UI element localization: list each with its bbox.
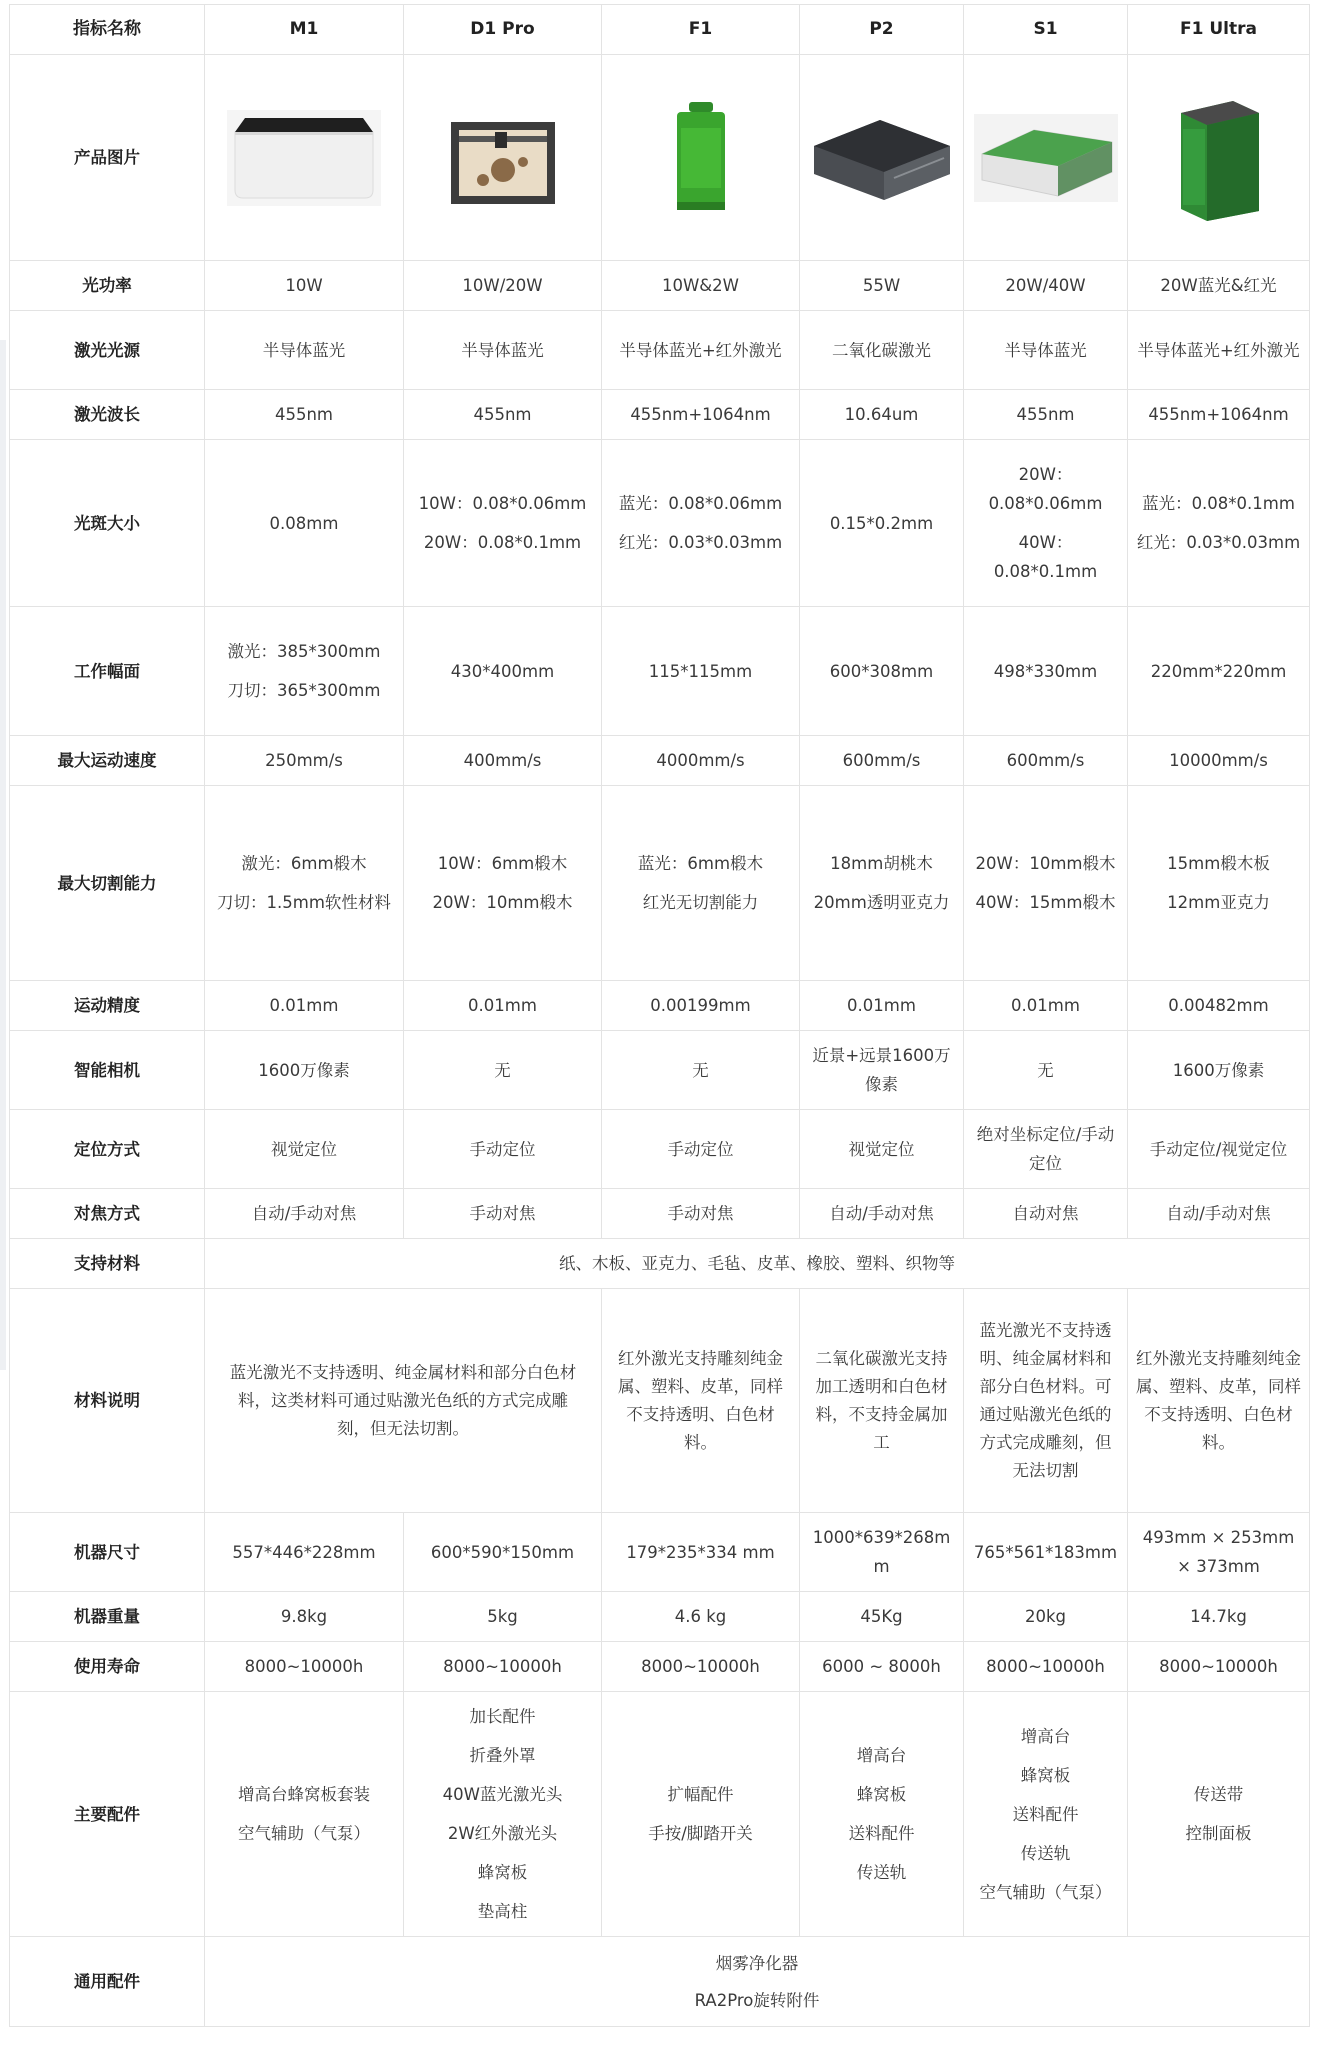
header-f1: F1 <box>602 5 800 55</box>
cell: 4.6 kg <box>602 1592 800 1642</box>
row-life <box>10 1642 1310 1692</box>
p2-product-image <box>810 116 954 200</box>
cell: 600mm/s <box>964 736 1128 786</box>
cell: 179*235*334 mm <box>602 1513 800 1592</box>
image-cell-m1 <box>205 55 404 261</box>
cell: 9.8kg <box>205 1592 404 1642</box>
row-label: 定位方式 <box>10 1110 205 1189</box>
cell <box>205 786 404 981</box>
cell: 手动对焦 <box>602 1189 800 1239</box>
header-d1-pro: D1 Pro <box>404 5 602 55</box>
cell: 0.01mm <box>205 981 404 1031</box>
cell: 二氧化碳激光 <box>800 311 964 390</box>
cell-line: 传送轨 <box>1020 1843 1071 1863</box>
cell-line: 烟雾净化器 <box>715 1953 799 1973</box>
row-label: 激光波长 <box>10 390 205 440</box>
cell-line: 红光：0.03*0.03mm <box>618 533 783 552</box>
cell-line: 红光无切割能力 <box>642 893 759 912</box>
cell: 20W/40W <box>964 261 1128 311</box>
cell: 半导体蓝光 <box>964 311 1128 390</box>
row-camera <box>10 1031 1310 1110</box>
cell-line: 10W：0.08*0.06mm <box>418 494 587 513</box>
row-label: 运动精度 <box>10 981 205 1031</box>
cell <box>964 440 1128 607</box>
row-label: 机器重量 <box>10 1592 205 1642</box>
cell-line: 刀切：365*300mm <box>227 681 381 700</box>
row-speed <box>10 736 1310 786</box>
cell-line: 刀切：1.5mm软性材料 <box>217 893 391 912</box>
cell: 1600万像素 <box>1128 1031 1310 1110</box>
cell: 0.08mm <box>205 440 404 607</box>
cell: 8000~10000h <box>964 1642 1128 1692</box>
cell: 绝对坐标定位/手动定位 <box>964 1110 1128 1189</box>
row-cut <box>10 786 1310 981</box>
row-label: 激光光源 <box>10 311 205 390</box>
cell: 1600万像素 <box>205 1031 404 1110</box>
image-cell-p2 <box>800 55 964 261</box>
cell <box>800 786 964 981</box>
cell: 无 <box>404 1031 602 1110</box>
row-label: 光功率 <box>10 261 205 311</box>
row-label: 材料说明 <box>10 1289 205 1513</box>
page-edge-strip <box>0 340 6 1370</box>
cell: 手动定位 <box>602 1110 800 1189</box>
row-size <box>10 1513 1310 1592</box>
cell-line: 20W：10mm椴木 <box>975 854 1116 873</box>
row-materials <box>10 1239 1310 1289</box>
cell: 8000~10000h <box>404 1642 602 1692</box>
cell-line: 增高台 <box>856 1746 907 1765</box>
cell: 视觉定位 <box>205 1110 404 1189</box>
cell-line: RA2Pro旋转附件 <box>694 1990 820 2010</box>
cell-line: 12mm亚克力 <box>1167 893 1270 912</box>
m1-product-image <box>227 110 381 206</box>
cell-line: 2W红外激光头 <box>447 1824 558 1843</box>
cell <box>602 786 800 981</box>
row-source <box>10 311 1310 390</box>
cell: 半导体蓝光 <box>404 311 602 390</box>
row-precision <box>10 981 1310 1031</box>
cell: 红外激光支持雕刻纯金属、塑料、皮革，同样不支持透明、白色材料。 <box>1128 1289 1310 1513</box>
cell: 自动/手动对焦 <box>1128 1189 1310 1239</box>
cell: 10W/20W <box>404 261 602 311</box>
cell: 0.15*0.2mm <box>800 440 964 607</box>
row-label: 支持材料 <box>10 1239 205 1289</box>
cell: 手动对焦 <box>404 1189 602 1239</box>
cell: 8000~10000h <box>1128 1642 1310 1692</box>
cell: 4000mm/s <box>602 736 800 786</box>
s1-product-image <box>974 114 1118 202</box>
cell <box>602 1692 800 1937</box>
row-focus <box>10 1189 1310 1239</box>
header-row <box>10 5 1310 55</box>
header-f1-ultra: F1 Ultra <box>1128 5 1310 55</box>
cell <box>404 440 602 607</box>
cell: 手动定位/视觉定位 <box>1128 1110 1310 1189</box>
cell: 0.01mm <box>404 981 602 1031</box>
cell <box>1128 786 1310 981</box>
cell: 6000 ~ 8000h <box>800 1642 964 1692</box>
row-label: 通用配件 <box>10 1937 205 2027</box>
cell-line: 18mm胡桃木 <box>830 854 933 873</box>
header-m1: M1 <box>205 5 404 55</box>
image-cell-d1-pro <box>404 55 602 261</box>
cell: 455nm <box>404 390 602 440</box>
cell-line: 蓝光：0.08*0.1mm <box>1142 494 1295 513</box>
image-cell-f1-ultra <box>1128 55 1310 261</box>
spec-comparison-table <box>9 4 1310 2027</box>
cell-line: 20mm透明亚克力 <box>813 893 950 912</box>
row-common <box>10 1937 1310 2027</box>
cell-line: 扩幅配件 <box>667 1785 734 1804</box>
cell: 8000~10000h <box>602 1642 800 1692</box>
cell: 45Kg <box>800 1592 964 1642</box>
cell-line: 增高台 <box>1020 1726 1071 1746</box>
cell-line: 红光：0.03*0.03mm <box>1136 533 1301 552</box>
cell: 115*115mm <box>602 607 800 736</box>
cell: 自动/手动对焦 <box>205 1189 404 1239</box>
row-label: 对焦方式 <box>10 1189 205 1239</box>
cell-line: 40W：15mm椴木 <box>975 893 1116 912</box>
cell <box>404 1692 602 1937</box>
cell: 20kg <box>964 1592 1128 1642</box>
cell-line: 40W蓝光激光头 <box>442 1785 563 1804</box>
cell: 498*330mm <box>964 607 1128 736</box>
cell <box>800 1692 964 1937</box>
row-power <box>10 261 1310 311</box>
cell: 半导体蓝光+红外激光 <box>602 311 800 390</box>
row-label: 主要配件 <box>10 1692 205 1937</box>
cell: 250mm/s <box>205 736 404 786</box>
cell: 455nm <box>205 390 404 440</box>
cell: 0.01mm <box>800 981 964 1031</box>
cell-line: 激光：385*300mm <box>227 642 381 661</box>
cell-line: 10W：6mm椴木 <box>437 854 568 873</box>
cell <box>404 786 602 981</box>
row-accessories <box>10 1692 1310 1937</box>
image-cell-s1 <box>964 55 1128 261</box>
cell-line: 0.08*0.06mm <box>988 494 1103 513</box>
cell: 455nm+1064nm <box>1128 390 1310 440</box>
cell: 自动对焦 <box>964 1189 1128 1239</box>
cell: 557*446*228mm <box>205 1513 404 1592</box>
row-label: 工作幅面 <box>10 607 205 736</box>
header-s1: S1 <box>964 5 1128 55</box>
cell: 55W <box>800 261 964 311</box>
image-row-label: 产品图片 <box>10 55 205 261</box>
cell: 600*308mm <box>800 607 964 736</box>
cell-line: 传送带 <box>1193 1785 1244 1804</box>
cell: 0.00482mm <box>1128 981 1310 1031</box>
row-label: 光斑大小 <box>10 440 205 607</box>
cell-line: 垫高柱 <box>477 1902 528 1921</box>
cell: 1000*639*268mm <box>800 1513 964 1592</box>
cell: 半导体蓝光 <box>205 311 404 390</box>
f1-ultra-product-image <box>1171 93 1267 223</box>
cell <box>964 1692 1128 1937</box>
cell <box>205 1692 404 1937</box>
cell: 红外激光支持雕刻纯金属、塑料、皮革，同样不支持透明、白色材料。 <box>602 1289 800 1513</box>
cell-line: 40W： <box>1018 533 1073 552</box>
cell: 493mm × 253mm × 373mm <box>1128 1513 1310 1592</box>
cell: 半导体蓝光+红外激光 <box>1128 311 1310 390</box>
row-positioning <box>10 1110 1310 1189</box>
row-notes <box>10 1289 1310 1513</box>
cell: 8000~10000h <box>205 1642 404 1692</box>
cell <box>205 607 404 736</box>
cell <box>1128 1692 1310 1937</box>
cell: 蓝光激光不支持透明、纯金属材料和部分白色材料。可通过贴激光色纸的方式完成雕刻，但无法切割 <box>964 1289 1128 1513</box>
cell: 无 <box>964 1031 1128 1110</box>
d1-pro-product-image <box>443 102 563 214</box>
cell: 0.01mm <box>964 981 1128 1031</box>
cell: 蓝光激光不支持透明、纯金属材料和部分白色材料，这类材料可通过贴激光色纸的方式完成雕刻，但无法切割。 <box>205 1289 602 1513</box>
cell: 5kg <box>404 1592 602 1642</box>
row-label: 最大运动速度 <box>10 736 205 786</box>
cell: 10.64um <box>800 390 964 440</box>
cell: 近景+远景1600万像素 <box>800 1031 964 1110</box>
cell: 10000mm/s <box>1128 736 1310 786</box>
cell-line: 激光：6mm椴木 <box>241 854 367 873</box>
cell-line: 控制面板 <box>1185 1824 1252 1843</box>
cell <box>205 1937 1310 2027</box>
cell-line: 蓝光：0.08*0.06mm <box>618 494 783 513</box>
cell-line: 增高台蜂窝板套装 <box>238 1785 370 1804</box>
cell: 455nm <box>964 390 1128 440</box>
cell <box>964 786 1128 981</box>
cell: 14.7kg <box>1128 1592 1310 1642</box>
cell-line: 加长配件 <box>469 1707 536 1726</box>
cell-line: 蜂窝板 <box>1020 1765 1071 1785</box>
cell-line: 蜂窝板 <box>856 1785 907 1804</box>
header-label: 指标名称 <box>10 5 205 55</box>
cell-line: 0.08*0.1mm <box>993 562 1098 581</box>
cell: 手动定位 <box>404 1110 602 1189</box>
cell: 视觉定位 <box>800 1110 964 1189</box>
cell-line: 送料配件 <box>1012 1804 1079 1824</box>
cell: 455nm+1064nm <box>602 390 800 440</box>
cell-line: 蜂窝板 <box>477 1863 528 1882</box>
cell: 400mm/s <box>404 736 602 786</box>
row-label: 机器尺寸 <box>10 1513 205 1592</box>
cell <box>602 440 800 607</box>
cell-line: 蓝光：6mm椴木 <box>637 854 764 873</box>
cell-line: 传送轨 <box>856 1863 907 1882</box>
cell-line: 手按/脚踏开关 <box>648 1824 753 1843</box>
cell-line: 20W：10mm椴木 <box>432 893 573 912</box>
row-area <box>10 607 1310 736</box>
cell: 600mm/s <box>800 736 964 786</box>
row-label: 使用寿命 <box>10 1642 205 1692</box>
cell: 二氧化碳激光支持加工透明和白色材料，不支持金属加工 <box>800 1289 964 1513</box>
cell: 765*561*183mm <box>964 1513 1128 1592</box>
cell <box>1128 440 1310 607</box>
image-cell-f1 <box>602 55 800 261</box>
row-label: 最大切割能力 <box>10 786 205 981</box>
cell-line: 空气辅助（气泵） <box>979 1882 1112 1902</box>
row-wavelength <box>10 390 1310 440</box>
cell-line: 空气辅助（气泵） <box>238 1824 370 1843</box>
row-weight <box>10 1592 1310 1642</box>
cell-line: 15mm椴木板 <box>1167 854 1270 873</box>
cell-line: 送料配件 <box>848 1824 915 1843</box>
row-spot <box>10 440 1310 607</box>
cell: 220mm*220mm <box>1128 607 1310 736</box>
cell: 10W <box>205 261 404 311</box>
cell-line: 20W： <box>1018 465 1073 484</box>
row-label: 智能相机 <box>10 1031 205 1110</box>
cell-line: 20W：0.08*0.1mm <box>423 533 582 552</box>
cell: 自动/手动对焦 <box>800 1189 964 1239</box>
cell: 600*590*150mm <box>404 1513 602 1592</box>
image-row <box>10 55 1310 261</box>
cell: 430*400mm <box>404 607 602 736</box>
cell: 纸、木板、亚克力、毛毡、皮革、橡胶、塑料、织物等 <box>205 1239 1310 1289</box>
cell: 10W&2W <box>602 261 800 311</box>
header-p2: P2 <box>800 5 964 55</box>
cell: 20W蓝光&红光 <box>1128 261 1310 311</box>
f1-product-image <box>671 98 731 218</box>
cell-line: 折叠外罩 <box>469 1746 536 1765</box>
cell: 无 <box>602 1031 800 1110</box>
cell: 0.00199mm <box>602 981 800 1031</box>
